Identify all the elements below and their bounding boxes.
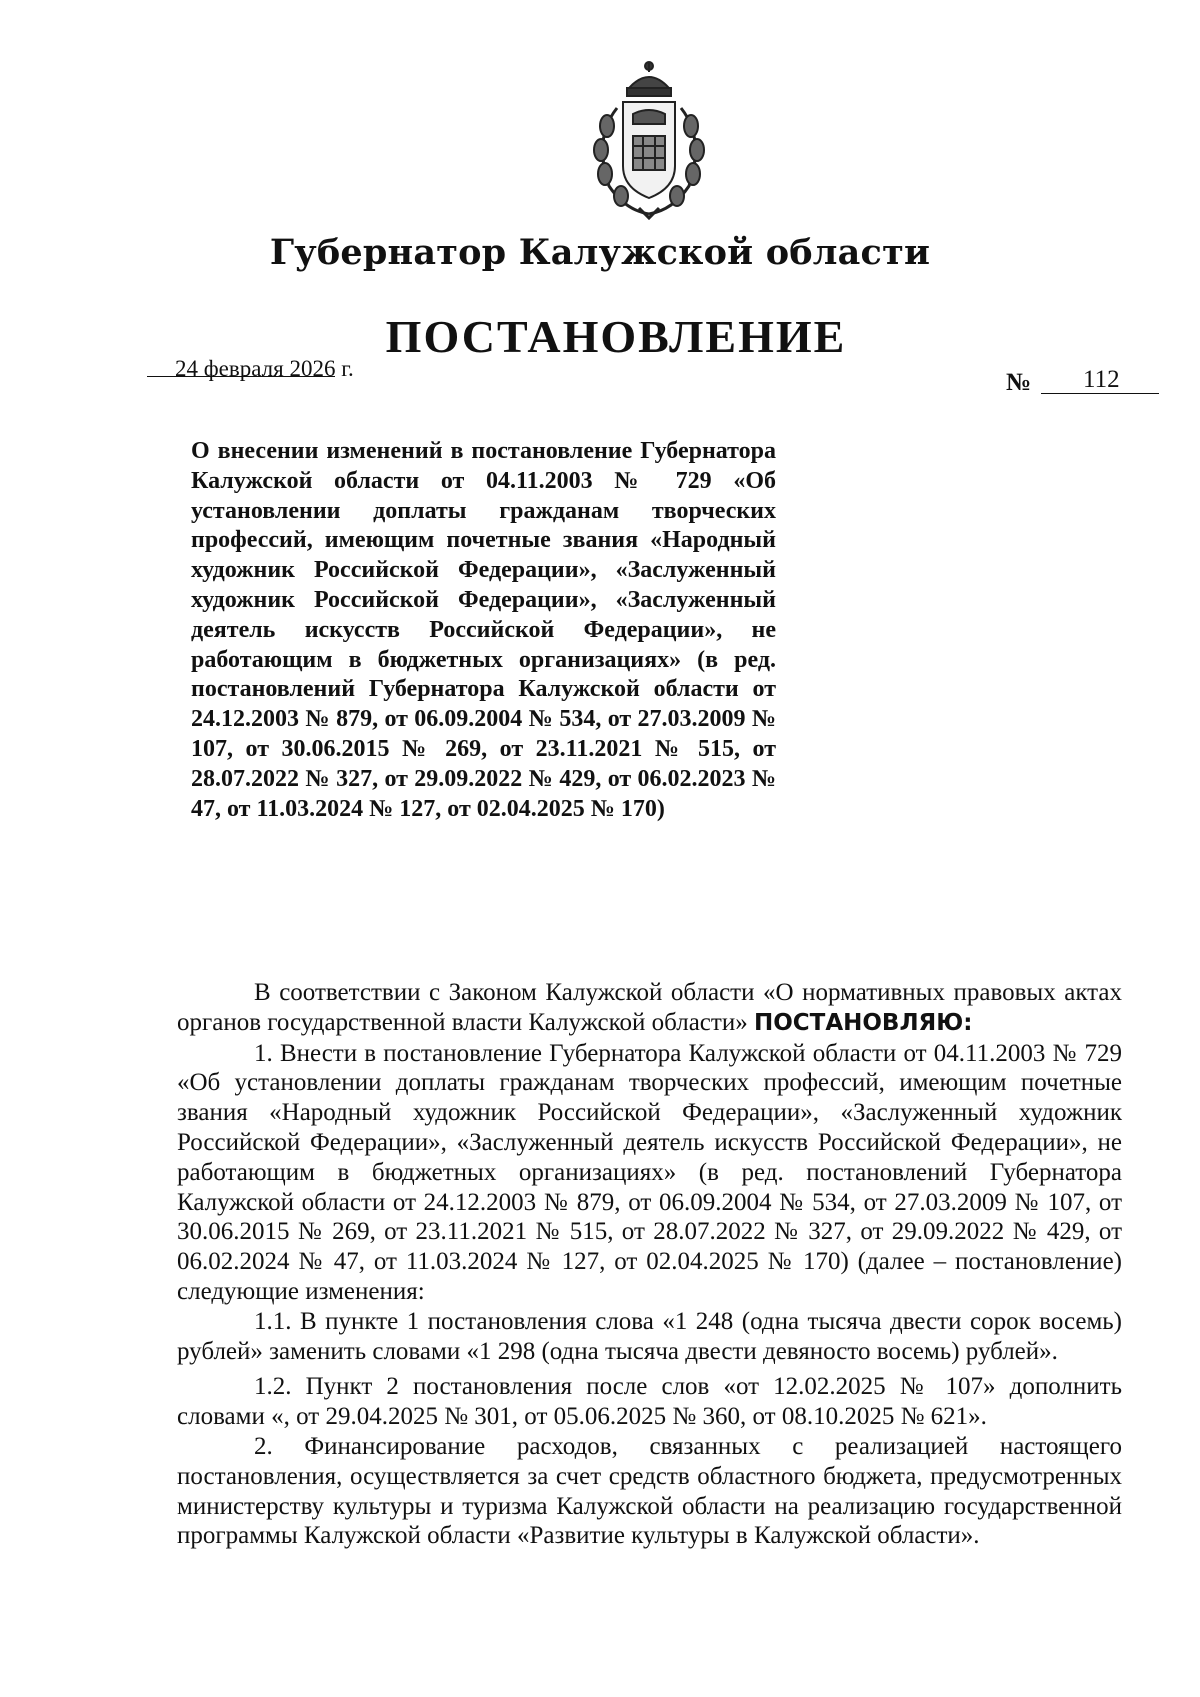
coat-of-arms-emblem [583, 58, 715, 220]
document-number-label: № [1006, 369, 1032, 396]
document-type-title: ПОСТАНОВЛЕНИЕ [385, 311, 847, 362]
document-date: 24 февраля 2026 г. [175, 356, 354, 381]
preamble-text: В соответствии с Законом Калужской области «О нормативных правовых актах органов государственной власти Калужской области» [177, 979, 1122, 1036]
paragraph-1-1: 1.1. В пункте 1 постановления слова «1 248 (одна тысяча двести сорок восемь) рублей» заменить словами «1 298 (одна тысяча двести девяносто восемь) рублей». [177, 1307, 1122, 1365]
issuing-authority: Губернатор Калужской области [269, 232, 931, 273]
preamble-paragraph [177, 978, 1122, 1039]
document-subject: О внесении изменений в постановление Губернатора Калужской области от 04.11.2003 № 729 «Об установлении доплаты гражданам творческих профессий, имеющим почетные звания «Народный художник Российской Федерации», «Заслуженный художник Российской Федерации», «Заслуженный деятель искусств Российской Федерации», не работающим в бюджетных организациях» (в ред. постановлений Губернатора Калужской области от 24.12.2003 № 879, от 06.09.2004 № 534, от 27.03.2009 № 107, от 30.06.2015 № 269, от 23.11.2021 № 515, от 28.07.2022 № 327, от 29.09.2022 № 429, от 06.02.2023 № 47, от 11.03.2024 № 127, от 02.04.2025 № 170) [191, 438, 776, 822]
paragraph-1-2: 1.2. Пункт 2 постановления после слов «от 12.02.2025 № 107» дополнить словами «, от 29.04.2025 № 301, от 05.06.2025 № 360, от 08.10.2025 № 621». [177, 1373, 1122, 1431]
paragraph-1: 1. Внести в постановление Губернатора Калужской области от 04.11.2003 № 729 «Об установлении доплаты гражданам творческих профессий, имеющим почетные звания «Народный художник Российской Федерации», «Заслуженный художник Российской Федерации», «Заслуженный деятель искусств Российской Федерации», не работающим в бюджетных организациях» (в ред. постановлений Губернатора Калужской области от 24.12.2003 № 879, от 06.09.2004 № 534, от 27.03.2009 № 107, от 30.06.2015 № 269, от 23.11.2021 № 515, от 28.07.2022 № 327, от 29.09.2022 № 429, от 06.02.2024 № 47, от 11.03.2024 № 127, от 02.04.2025 № 170) (далее – постановление) следующие изменения: [177, 1039, 1122, 1305]
decree-word: ПОСТАНОВЛЯЮ: [753, 1009, 973, 1036]
document-body [177, 978, 1122, 1551]
document-number: 112 [1083, 366, 1120, 393]
date-underline [147, 376, 335, 377]
paragraph-2: 2. Финансирование расходов, связанных с реализацией настоящего постановления, осуществляется за счет средств областного бюджета, предусмотренных министерству культуры и туризма Калужской области на реализацию государственной программы Калужской области «Развитие культуры в Калужской области». [177, 1432, 1122, 1550]
